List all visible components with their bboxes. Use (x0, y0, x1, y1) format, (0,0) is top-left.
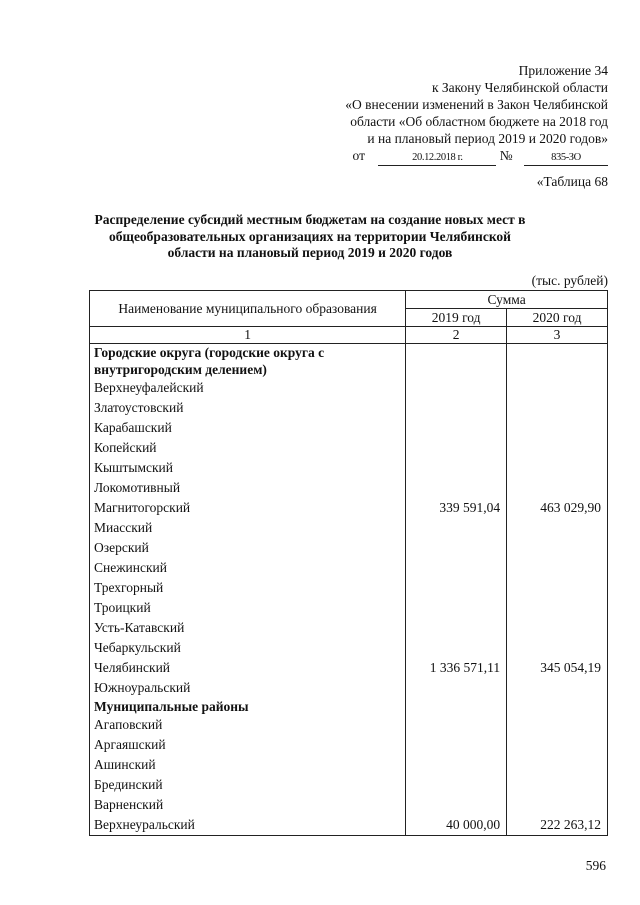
column-number-2: 2 (406, 327, 507, 344)
number-label: № (499, 148, 513, 163)
value-2020: 463 029,90 (507, 498, 608, 518)
table-row (90, 518, 608, 538)
table-label: «Таблица 68 (536, 174, 608, 189)
annex-law-name-3: и на плановый период 2019 и 2020 годов» (367, 131, 608, 146)
value-2020 (507, 775, 608, 795)
table-row (90, 715, 608, 735)
value-2019 (406, 398, 507, 418)
value-2019 (406, 775, 507, 795)
annex-law-ref: к Закону Челябинской области (431, 80, 608, 95)
table-row (90, 558, 608, 578)
header-2020: 2020 год (507, 309, 608, 327)
value-2020 (507, 638, 608, 658)
value-2019 (406, 578, 507, 598)
value-2020 (507, 398, 608, 418)
municipality-name: Карабашский (90, 418, 406, 438)
header-sum: Сумма (406, 291, 608, 309)
table-row (90, 815, 608, 836)
table-row (90, 378, 608, 398)
table-section-row (90, 698, 608, 715)
value-2019 (406, 378, 507, 398)
value-2020: 345 054,19 (507, 658, 608, 678)
value-2020 (507, 578, 608, 598)
municipality-name: Челябинский (90, 658, 406, 678)
value-2020 (507, 715, 608, 735)
page-number: 596 (585, 858, 606, 873)
table-row (90, 678, 608, 698)
municipality-name: Троицкий (90, 598, 406, 618)
value-2019 (406, 735, 507, 755)
municipality-name: Снежинский (90, 558, 406, 578)
value-2019: 1 336 571,11 (406, 658, 507, 678)
municipality-name: Ашинский (90, 755, 406, 775)
municipality-name: Верхнеуральский (90, 815, 406, 836)
section-name: Городские округа (городские округа с внутригородским делением) (90, 344, 406, 379)
value-2019 (406, 558, 507, 578)
annex-date-line (345, 147, 608, 166)
header-2019: 2019 год (406, 309, 507, 327)
value-2019 (406, 795, 507, 815)
municipality-name: Усть-Катавский (90, 618, 406, 638)
document-title: Распределение субсидий местным бюджетам на создание новых мест в общеобразовательных организациях на территории Челябинской области на плановый период 2019 и 2020 годов (94, 212, 526, 260)
value-2019 (406, 418, 507, 438)
value-2020 (507, 438, 608, 458)
value-2020 (507, 558, 608, 578)
table-row (90, 598, 608, 618)
table-row (90, 658, 608, 678)
table-row (90, 498, 608, 518)
column-number-1: 1 (90, 327, 406, 344)
value-2019: 339 591,04 (406, 498, 507, 518)
value-2020 (507, 598, 608, 618)
from-label: от (352, 148, 365, 163)
value-2020: 222 263,12 (507, 815, 608, 836)
table-row (90, 458, 608, 478)
municipality-name: Варненский (90, 795, 406, 815)
value-2020 (507, 418, 608, 438)
value-2020 (507, 678, 608, 698)
value-2019: 40 000,00 (406, 815, 507, 836)
municipality-name: Миасский (90, 518, 406, 538)
value-2020 (507, 618, 608, 638)
value-2020 (507, 344, 608, 379)
value-2019 (406, 715, 507, 735)
header-municipality: Наименование муниципального образования (90, 291, 406, 327)
subsidy-table (89, 290, 608, 836)
value-2020 (507, 698, 608, 715)
column-number-3: 3 (507, 327, 608, 344)
law-date: 20.12.2018 г. (378, 151, 496, 166)
value-2019 (406, 598, 507, 618)
table-row (90, 538, 608, 558)
municipality-name: Брединский (90, 775, 406, 795)
table-row (90, 735, 608, 755)
municipality-name: Чебаркульский (90, 638, 406, 658)
value-2020 (507, 378, 608, 398)
table-row (90, 618, 608, 638)
annex-title: Приложение 34 (518, 63, 608, 78)
value-2019 (406, 438, 507, 458)
table-row (90, 775, 608, 795)
table-row (90, 478, 608, 498)
value-2019 (406, 458, 507, 478)
value-2019 (406, 478, 507, 498)
value-2019 (406, 698, 507, 715)
value-2020 (507, 538, 608, 558)
municipality-name: Аргаяшский (90, 735, 406, 755)
table-row (90, 398, 608, 418)
law-number: 835-ЗО (524, 151, 608, 166)
value-2019 (406, 755, 507, 775)
value-2019 (406, 678, 507, 698)
table-section-row (90, 344, 608, 379)
annex-header (345, 62, 608, 166)
municipality-name: Озерский (90, 538, 406, 558)
municipality-name: Трехгорный (90, 578, 406, 598)
table-row (90, 578, 608, 598)
section-name: Муниципальные районы (90, 698, 406, 715)
units-label: (тыс. рублей) (531, 273, 608, 288)
value-2019 (406, 344, 507, 379)
municipality-name: Кыштымский (90, 458, 406, 478)
value-2020 (507, 458, 608, 478)
municipality-name: Верхнеуфалейский (90, 378, 406, 398)
municipality-name: Копейский (90, 438, 406, 458)
value-2020 (507, 478, 608, 498)
table-row (90, 438, 608, 458)
value-2019 (406, 538, 507, 558)
table-row (90, 638, 608, 658)
municipality-name: Златоустовский (90, 398, 406, 418)
value-2019 (406, 618, 507, 638)
value-2020 (507, 795, 608, 815)
value-2020 (507, 518, 608, 538)
municipality-name: Локомотивный (90, 478, 406, 498)
annex-law-name-1: «О внесении изменений в Закон Челябинской (345, 97, 608, 112)
table-row (90, 755, 608, 775)
annex-law-name-2: области «Об областном бюджете на 2018 год (350, 114, 608, 129)
municipality-name: Южноуральский (90, 678, 406, 698)
municipality-name: Магнитогорский (90, 498, 406, 518)
table-row (90, 418, 608, 438)
municipality-name: Агаповский (90, 715, 406, 735)
value-2020 (507, 735, 608, 755)
value-2019 (406, 638, 507, 658)
value-2019 (406, 518, 507, 538)
value-2020 (507, 755, 608, 775)
table-row (90, 795, 608, 815)
